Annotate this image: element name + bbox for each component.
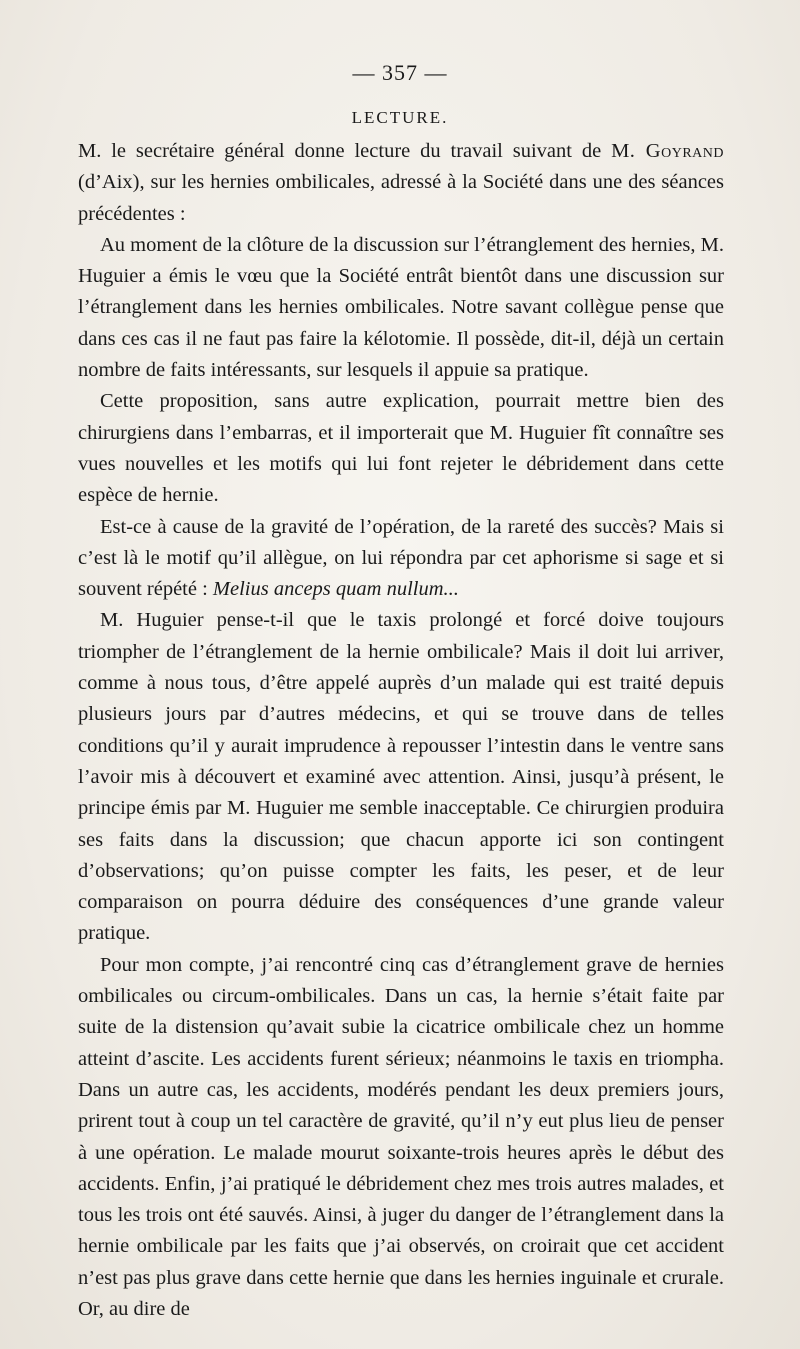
paragraph-2: Cette proposition, sans autre explication, pourrait mettre bien des chirurgiens dans l’embarras, et il importerait que M. Huguier fît connaître ses vues nouvelles et les motifs qui lui font rejeter le débridement dans cette espèce de hernie. [78,390,724,507]
paragraph-5: Pour mon compte, j’ai rencontré cinq cas d’étranglement grave de hernies ombilicales ou circum-ombilicales. Dans un cas, la hernie s’était faite par suite de la distension qu’avait subie la cicatrice ombilicale chez un homme atteint d’ascite. Les accidents furent sérieux; néanmoins le taxis en triompha. Dans un autre cas, les accidents, modérés pendant les deux premiers jours, prirent tout à coup un tel caractère de gravité, qu’il n’y eut plus lieu de penser à une opération. Le malade mourut soixante-trois heures après le début des accidents. Enfin, j’ai pratiqué le débridement chez mes trois autres malades, et tous les trois ont été sauvés. Ainsi, à juger du danger de l’étranglement dans la hernie ombilicale par les faits que j’ai observés, on croirait que cet accident n’est pas plus grave dans cette hernie que dans les hernies inguinale et crurale. Or, au dire de [78,953,724,1320]
body-text [78,136,724,1325]
paragraph-4: M. Huguier pense-t-il que le taxis prolongé et forcé doive toujours triompher de l’étranglement de la hernie ombilicale? Mais il doit lui arriver, comme à nous tous, d’être appelé auprès d’un malade qui est traité depuis plusieurs jours par d’autres médecins, et qui se trouve dans de telles conditions qu’il y aurait imprudence à repousser l’intestin dans le ventre sans l’avoir mis à découvert et examiné avec attention. Ainsi, jusqu’à présent, le principe émis par M. Huguier me semble inacceptable. Ce chirurgien produira ses faits dans la discussion; que chacun apporte ici son contingent d’observations; qu’on puisse compter les faits, les peser, et de leur comparaison on pourra déduire des conséquences d’une grande valeur pratique. [78,609,724,945]
paragraph-3-text: Est-ce à cause de la gravité de l’opération, de la rareté des succès? Mais si c’est là le motif qu’il allègue, on lui répondra par cet aphorisme si sage et si souvent répété : [78,515,724,601]
intro-text-before: M. le secrétaire général donne lecture du travail suivant de [78,140,612,162]
intro-paragraph [78,136,724,230]
paragraph-1: Au moment de la clôture de la discussion sur l’étranglement des hernies, M. Huguier a émis le vœu que la Société entrât bientôt dans une discussion sur l’étranglement dans les hernies ombilicales. Notre savant collègue pense que dans ces cas il ne faut pas faire la kélotomie. Il possède, dit-il, déjà un certain nombre de faits intéressants, sur lesquels il appuie sa pratique. [78,233,724,382]
author-name: M. Goyrand [611,140,725,162]
section-title: LECTURE. [351,108,449,127]
intro-text-after: (d’Aix), sur les hernies ombilicales, adressé à la Société dans une des séances précédentes : [78,171,724,225]
latin-aphorism: Melius anceps quam nullum... [212,578,459,601]
paragraph-3 [78,512,724,606]
page-number: — 357 — [352,60,448,85]
